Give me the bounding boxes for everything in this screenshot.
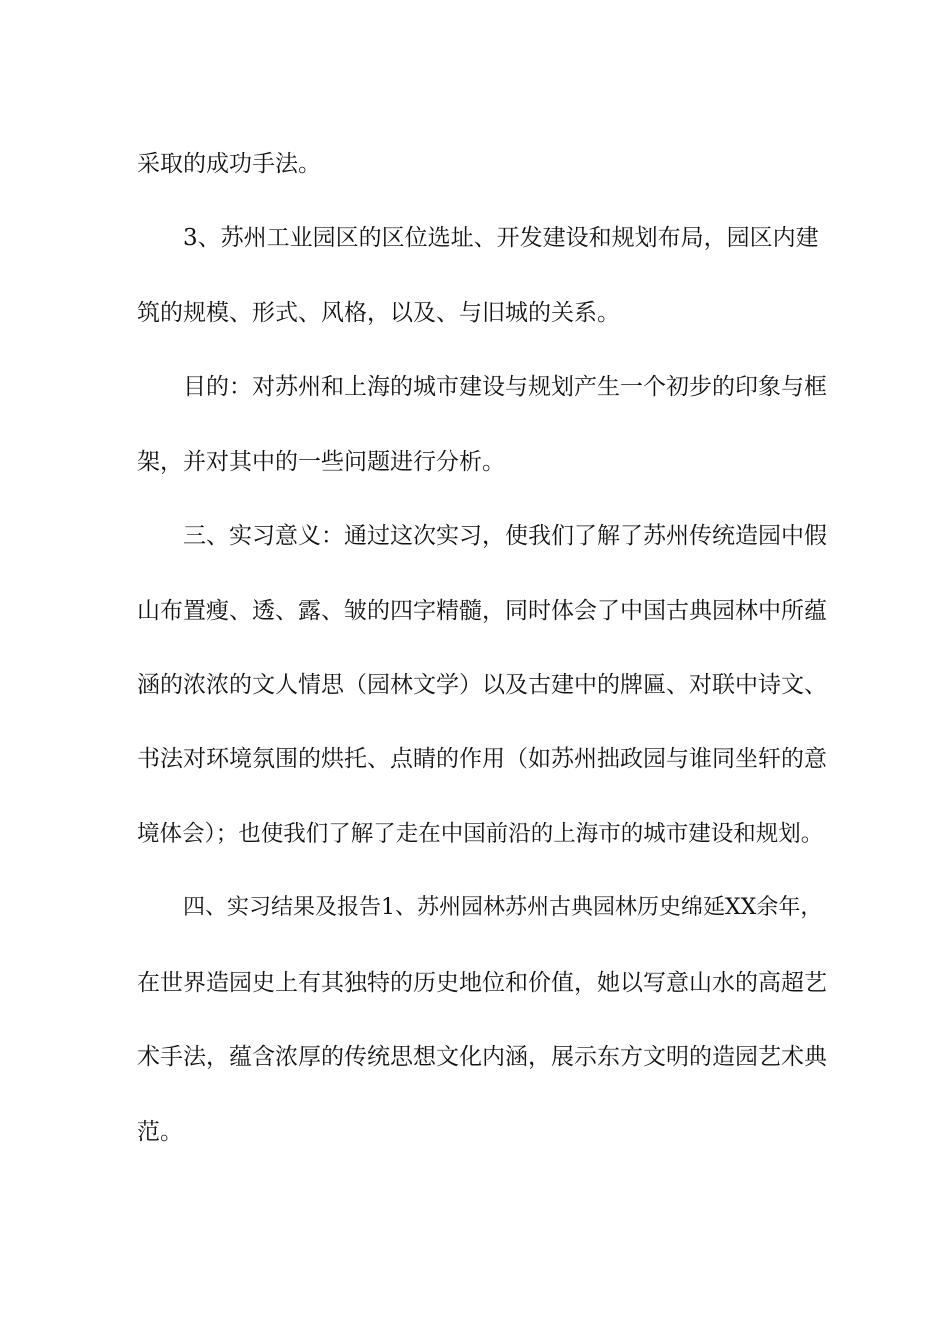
text-line: 术手法，蕴含浓厚的传统思想文化内涵，展示东方文明的造园艺术典: [137, 1044, 827, 1070]
text-line: 境体会）；也使我们了解了走在中国前沿的上海市的城市建设和规划。: [137, 821, 824, 847]
text-line: 涵的浓浓的文人情思（园林文学）以及古建中的牌匾、对联中诗文、: [137, 672, 827, 698]
text-line: 山布置瘦、透、露、皱的四字精髓，同时体会了中国古典园林中所蕴: [137, 598, 827, 624]
text-line: 3、苏州工业园区的区位选址、开发建设和规划布局，园区内建: [183, 225, 819, 251]
text-line: 架，并对其中的一些问题进行分析。: [137, 449, 505, 475]
text-line: 采取的成功手法。: [137, 151, 321, 177]
text-line: 范。: [137, 1119, 183, 1145]
text-line: 目的：对苏州和上海的城市建设与规划产生一个初步的印象与框: [183, 374, 827, 400]
text-line: 三、实习意义：通过这次实习，使我们了解了苏州传统造园中假: [183, 523, 827, 549]
text-line: 书法对环境氛围的烘托、点睛的作用（如苏州拙政园与谁同坐轩的意: [137, 746, 827, 772]
text-line: 在世界造园史上有其独特的历史地位和价值，她以写意山水的高超艺: [137, 970, 827, 996]
text-line: 四、实习结果及报告1、苏州园林苏州古典园林历史绵延XX余年，: [183, 895, 823, 920]
text-line: 筑的规模、形式、风格，以及、与旧城的关系。: [137, 300, 620, 326]
